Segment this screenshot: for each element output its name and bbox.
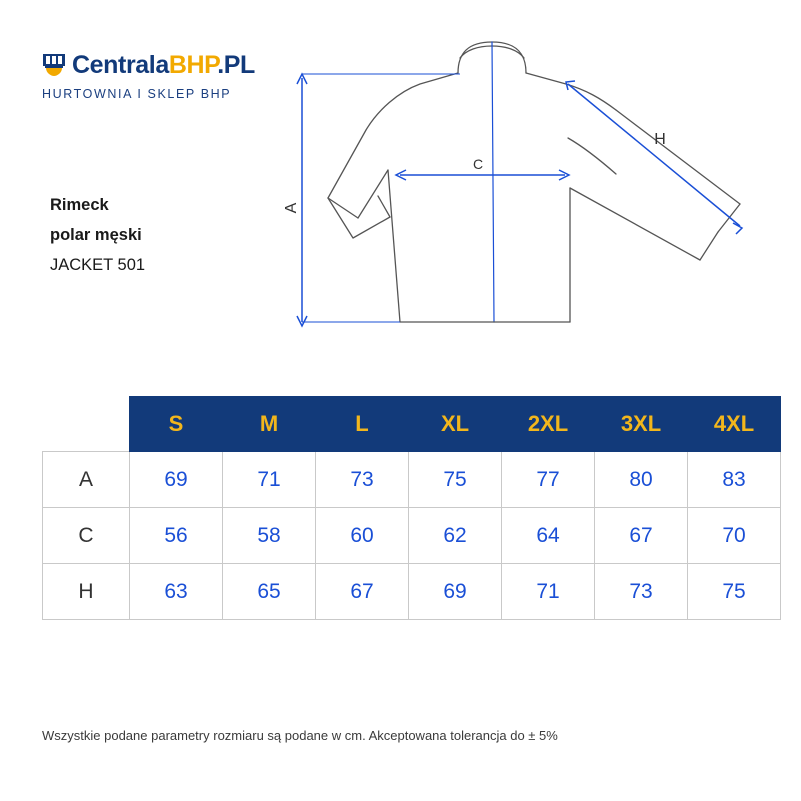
row-label-a: A [43, 452, 130, 508]
brand-logo [42, 44, 282, 101]
row-label-c: C [43, 508, 130, 564]
column-header-4xl: 4XL [688, 397, 781, 452]
cell-h-l: 67 [316, 564, 409, 620]
logo-tagline: HURTOWNIA I SKLEP BHP [42, 87, 232, 101]
cell-c-3xl: 67 [595, 508, 688, 564]
cell-h-4xl: 75 [688, 564, 781, 620]
logo-word-bhp: BHP [168, 51, 218, 79]
table-header-row [43, 397, 781, 452]
tolerance-note: Wszystkie podane parametry rozmiaru są podane w cm. Akceptowana tolerancja do ± 5% [42, 728, 558, 743]
table-row [43, 508, 781, 564]
cell-h-s: 63 [130, 564, 223, 620]
product-model: JACKET 501 [50, 256, 146, 274]
column-header-xl: XL [409, 397, 502, 452]
size-table [42, 396, 781, 620]
row-label-h: H [43, 564, 130, 620]
helmet-icon [42, 52, 66, 78]
dimension-label-h: H [654, 131, 666, 148]
column-header-m: M [223, 397, 316, 452]
cell-a-l: 73 [316, 452, 409, 508]
column-header-2xl: 2XL [502, 397, 595, 452]
logo-row [42, 44, 282, 78]
table-row [43, 452, 781, 508]
product-type: polar męski [50, 226, 142, 244]
cell-h-m: 65 [223, 564, 316, 620]
dimension-label-c: C [472, 156, 484, 172]
jacket-measurement-diagram [270, 18, 790, 358]
cell-a-2xl: 77 [502, 452, 595, 508]
cell-c-xl: 62 [409, 508, 502, 564]
cell-h-xl: 69 [409, 564, 502, 620]
cell-a-xl: 75 [409, 452, 502, 508]
cell-c-2xl: 64 [502, 508, 595, 564]
column-header-3xl: 3XL [595, 397, 688, 452]
product-description [50, 190, 145, 280]
column-header-l: L [316, 397, 409, 452]
cell-a-s: 69 [130, 452, 223, 508]
cell-a-3xl: 80 [595, 452, 688, 508]
cell-c-4xl: 70 [688, 508, 781, 564]
cell-c-l: 60 [316, 508, 409, 564]
table-row [43, 564, 781, 620]
product-brand: Rimeck [50, 196, 109, 214]
column-header-s: S [130, 397, 223, 452]
cell-a-m: 71 [223, 452, 316, 508]
logo-word-centrala: Centrala [72, 51, 169, 79]
cell-c-m: 58 [223, 508, 316, 564]
cell-h-3xl: 73 [595, 564, 688, 620]
table-corner-cell [43, 397, 130, 452]
cell-c-s: 56 [130, 508, 223, 564]
logo-wordmark [72, 52, 255, 78]
cell-h-2xl: 71 [502, 564, 595, 620]
logo-word-pl: .PL [217, 51, 255, 79]
dimension-label-a: A [283, 202, 300, 214]
cell-a-4xl: 83 [688, 452, 781, 508]
